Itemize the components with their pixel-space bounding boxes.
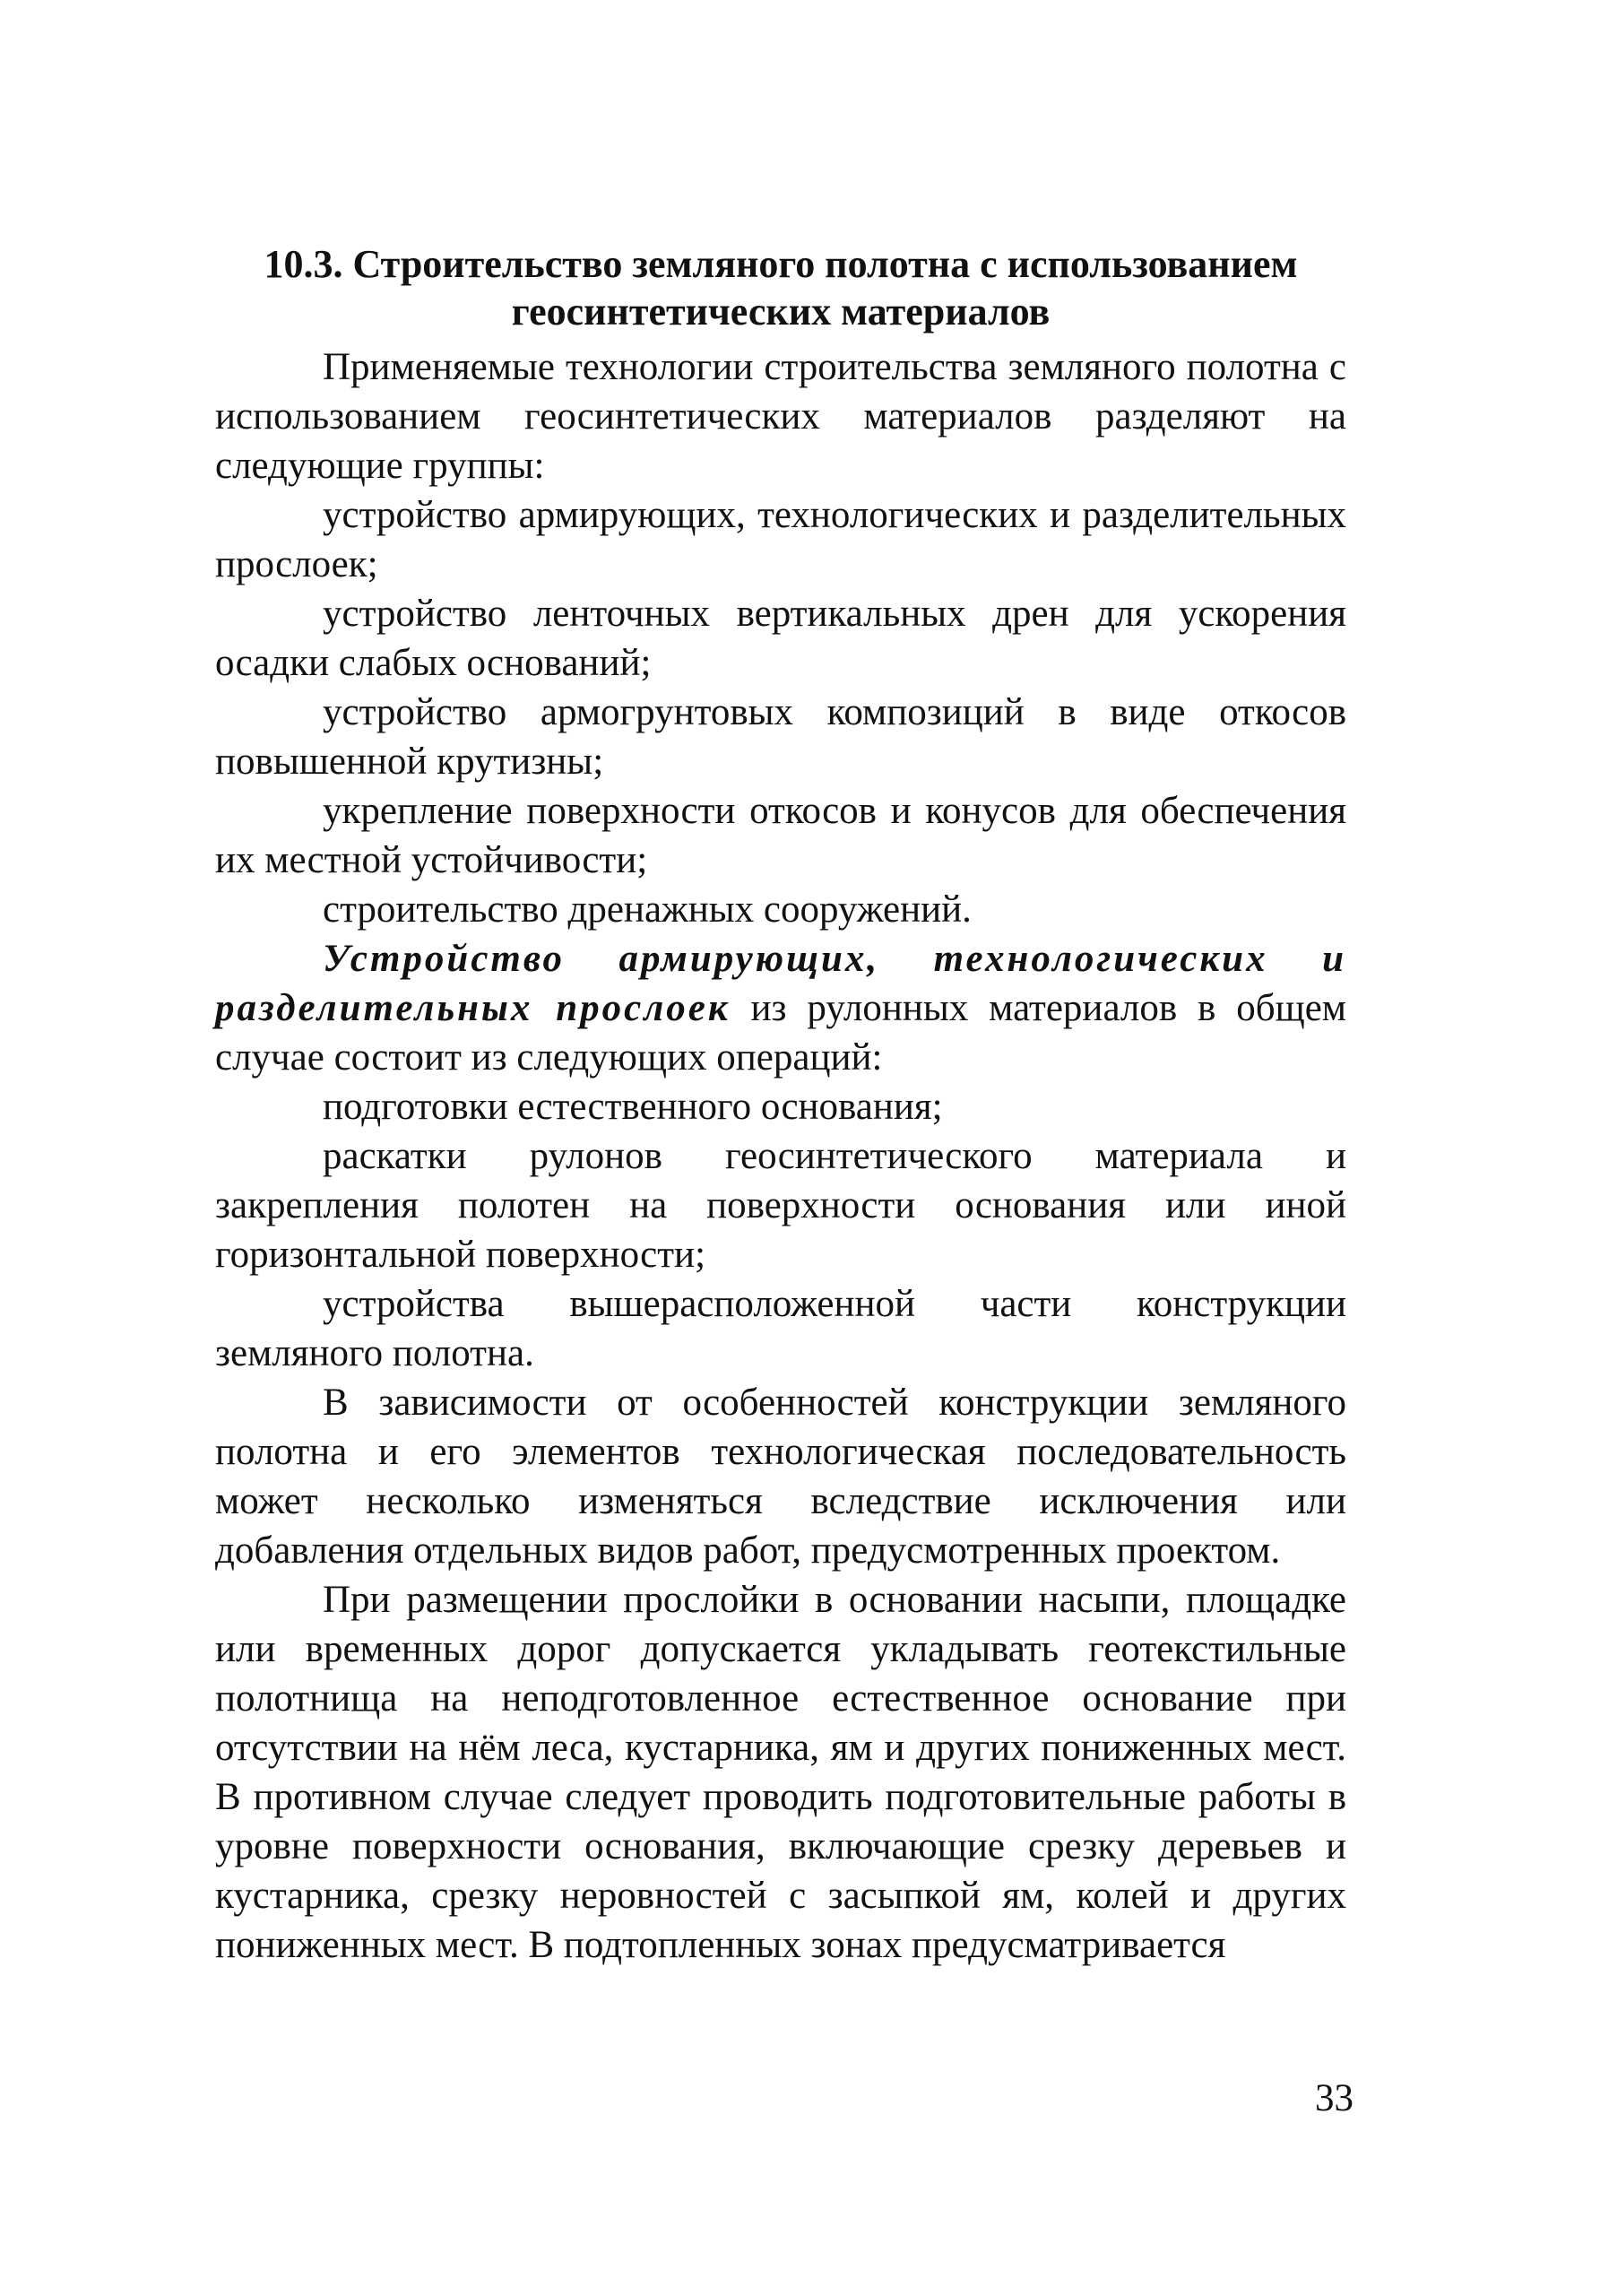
emphasis-paragraph-rest: из рулонных материалов в общем случае состоит из следующих операций:: [215, 987, 1346, 1079]
group-item-4: укрепление поверхности откосов и конусов для обеспечения их местной устойчивости;: [215, 790, 1346, 881]
emphasis-paragraph: [215, 934, 1346, 1082]
section-heading-line-2: геосинтетических материалов: [511, 290, 1051, 334]
group-item-2: устройство ленточных вертикальных дрен для ускорения осадки слабых оснований;: [215, 593, 1346, 684]
operation-item-3: устройства вышерасположенной части конструкции земляного полотна.: [215, 1283, 1346, 1374]
page-number: 33: [1315, 2077, 1354, 2119]
group-item-5: строительство дренажных сооружений.: [323, 888, 972, 931]
section-heading: [215, 240, 1346, 335]
section-heading-line-1: 10.3. Строительство земляного полотна с использованием: [264, 242, 1298, 286]
group-item-1: устройство армирующих, технологических и разделительных прослоек;: [215, 494, 1346, 585]
intro-paragraph: Применяемые технологии строительства земляного полотна с использованием геосинтетических материалов разделяют на следующие группы:: [215, 346, 1346, 487]
group-item-3: устройство армогрунтовых композиций в виде откосов повышенной крутизны;: [215, 691, 1346, 783]
emphasis-term: Устройство армирующих, технологических и разделительных прослоек: [215, 938, 1346, 1029]
operation-item-1: подготовки естественного основания;: [323, 1086, 943, 1128]
sequence-paragraph: В зависимости от особенностей конструкции земляного полотна и его элементов технологическая последовательность может несколько изменяться вследствие исключения или добавления отдельных видов работ, предусмотренных проектом.: [215, 1382, 1346, 1572]
page-body: [215, 240, 1346, 1970]
operation-item-2: раскатки рулонов геосинтетического материала и закрепления полотен на поверхности основания или иной горизонтальной поверхности;: [215, 1135, 1346, 1276]
placement-paragraph: При размещении прослойки в основании насыпи, площадке или временных дорог допускается укладывать геотекстильные полотнища на неподготовленное естественное основание при отсутствии на нём леса, кустарника, ям и других пониженных мест. В противном случае следует проводить подготовительные работы в уровне поверхности основания, включающие срезку деревьев и кустарника, срезку неровностей с засыпкой ям, колей и других пониженных мест. В подтопленных зонах предусматривается: [215, 1579, 1346, 1966]
